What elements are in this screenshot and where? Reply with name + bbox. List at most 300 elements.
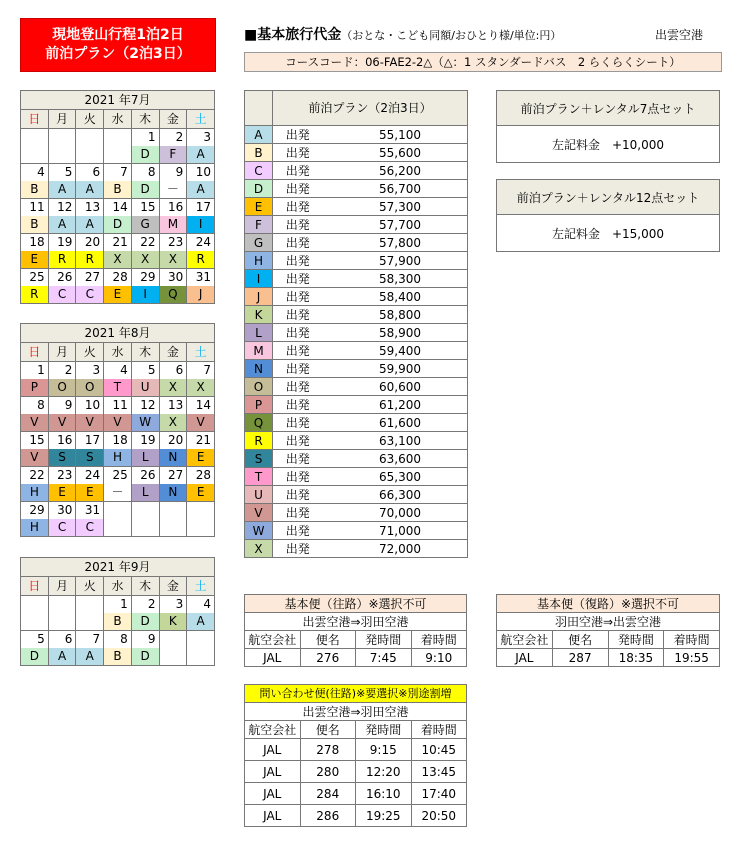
weekday-header: 金 xyxy=(159,343,187,362)
price-code-cell: A xyxy=(187,146,215,164)
price-row xyxy=(245,468,468,486)
flight-number: 280 xyxy=(300,761,356,783)
calendar-day: 9 xyxy=(48,397,76,415)
calendar-day: 13 xyxy=(159,397,187,415)
flight-column-header: 着時間 xyxy=(411,721,467,739)
flight-column-header: 発時間 xyxy=(356,721,412,739)
price-value: 57,900 xyxy=(323,252,468,270)
price-code-cell: A xyxy=(187,181,215,199)
depart-label: 出発 xyxy=(273,180,323,198)
price-value: 58,300 xyxy=(323,270,468,288)
inquiry-flight-table xyxy=(244,684,467,827)
calendar-day: 24 xyxy=(187,234,215,252)
price-code-cell: H xyxy=(104,449,132,467)
depart-label: 出発 xyxy=(273,126,323,144)
price-value: 57,300 xyxy=(323,198,468,216)
price-value: 58,900 xyxy=(323,324,468,342)
price-code-cell: Q xyxy=(159,286,187,304)
weekday-header: 水 xyxy=(104,110,132,129)
price-code-cell: X xyxy=(131,251,159,269)
price-code-cell: V xyxy=(104,414,132,432)
flight-column-header: 着時間 xyxy=(664,631,720,649)
flight-row xyxy=(245,783,467,805)
calendar-day: 17 xyxy=(76,432,104,450)
flight-row xyxy=(245,761,467,783)
calendar-day: 9 xyxy=(159,164,187,182)
price-code-cell: V xyxy=(21,449,49,467)
calendar-day: 6 xyxy=(159,362,187,380)
calendar-day xyxy=(48,129,76,147)
price-code-cell: B xyxy=(104,648,132,666)
flight-column-header: 発時間 xyxy=(608,631,664,649)
calendar-day: 15 xyxy=(21,432,49,450)
price-code: M xyxy=(245,342,273,360)
price-value: 55,100 xyxy=(323,126,468,144)
calendar-day: 4 xyxy=(21,164,49,182)
calendar-day: 6 xyxy=(76,164,104,182)
rental-set-12-value: 左記料金 +15,000 xyxy=(497,215,720,252)
flight-departure-time: 12:20 xyxy=(356,761,412,783)
calendar-day: 22 xyxy=(21,467,49,485)
price-code: N xyxy=(245,360,273,378)
price-code-cell: U xyxy=(131,379,159,397)
price-code-cell xyxy=(104,519,132,537)
price-code-cell: V xyxy=(21,414,49,432)
calendar-july xyxy=(20,90,215,304)
flight-route: 出雲空港⇒羽田空港 xyxy=(245,613,467,631)
calendar-day: 17 xyxy=(187,199,215,217)
price-code-cell: N xyxy=(159,449,187,467)
weekday-header: 日 xyxy=(21,110,49,129)
weekday-header: 土 xyxy=(187,110,215,129)
calendar-day: 16 xyxy=(159,199,187,217)
calendar-day: 14 xyxy=(187,397,215,415)
price-code-cell: O xyxy=(48,379,76,397)
calendar-day: 19 xyxy=(131,432,159,450)
flight-arrival-time: 20:50 xyxy=(411,805,467,827)
calendar-day: 24 xyxy=(76,467,104,485)
weekday-header: 日 xyxy=(21,577,49,596)
calendar-day: 29 xyxy=(21,502,49,520)
price-code-cell: X xyxy=(159,379,187,397)
price-code-cell: G xyxy=(131,216,159,234)
depart-label: 出発 xyxy=(273,234,323,252)
price-code-cell xyxy=(159,648,187,666)
price-code-cell: F xyxy=(159,146,187,164)
price-code: K xyxy=(245,306,273,324)
calendar-day xyxy=(104,502,132,520)
flight-number: 276 xyxy=(300,649,356,667)
price-code-cell: J xyxy=(187,286,215,304)
flight-column-header: 航空会社 xyxy=(245,721,301,739)
price-value: 56,200 xyxy=(323,162,468,180)
price-code-cell: E xyxy=(48,484,76,502)
price-code-cell: S xyxy=(76,449,104,467)
flight-airline: JAL xyxy=(497,649,553,667)
calendar-day xyxy=(21,129,49,147)
calendar-day: 14 xyxy=(104,199,132,217)
price-row xyxy=(245,234,468,252)
calendar-title: 2021 年9月 xyxy=(21,558,215,577)
price-code-cell xyxy=(131,519,159,537)
plan-title-box xyxy=(20,18,216,72)
calendar-day: 28 xyxy=(187,467,215,485)
depart-label: 出発 xyxy=(273,414,323,432)
course-code: コースコード：06-FAE2-2△（△：1 スタンダードバス 2 らくらくシート） xyxy=(244,52,722,72)
calendar-day: 23 xyxy=(48,467,76,485)
price-code-cell: X xyxy=(159,414,187,432)
flight-airline: JAL xyxy=(245,783,301,805)
flight-row xyxy=(497,649,720,667)
calendar-day: 3 xyxy=(76,362,104,380)
calendar-day: 12 xyxy=(48,199,76,217)
price-code-cell: R xyxy=(187,251,215,269)
price-value: 72,000 xyxy=(323,540,468,558)
flight-row xyxy=(245,739,467,761)
price-code: D xyxy=(245,180,273,198)
price-row xyxy=(245,216,468,234)
plan-title-line1: 現地登山行程1泊2日 xyxy=(52,27,184,43)
calendar-day: 27 xyxy=(159,467,187,485)
price-code-cell: A xyxy=(76,216,104,234)
calendar-day: 21 xyxy=(104,234,132,252)
weekday-header: 火 xyxy=(76,343,104,362)
weekday-header: 水 xyxy=(104,577,132,596)
price-code-cell: H xyxy=(21,519,49,537)
price-code-cell: V xyxy=(48,414,76,432)
weekday-header: 木 xyxy=(131,577,159,596)
price-row xyxy=(245,198,468,216)
weekday-header: 木 xyxy=(131,110,159,129)
price-code-cell xyxy=(159,519,187,537)
price-value: 57,800 xyxy=(323,234,468,252)
price-value: 61,200 xyxy=(323,396,468,414)
depart-label: 出発 xyxy=(273,288,323,306)
calendar-day: 7 xyxy=(104,164,132,182)
price-code-cell: A xyxy=(48,181,76,199)
price-code: O xyxy=(245,378,273,396)
price-code-cell: B xyxy=(104,181,132,199)
price-value: 61,600 xyxy=(323,414,468,432)
price-code-cell: B xyxy=(21,181,49,199)
flight-departure-time: 18:35 xyxy=(608,649,664,667)
flight-arrival-time: 19:55 xyxy=(664,649,720,667)
calendar-day: 8 xyxy=(131,164,159,182)
depart-label: 出発 xyxy=(273,252,323,270)
price-code-cell: L xyxy=(131,484,159,502)
price-value: 59,400 xyxy=(323,342,468,360)
calendar-day: 31 xyxy=(187,269,215,287)
price-value: 65,300 xyxy=(323,468,468,486)
calendar-day: 25 xyxy=(104,467,132,485)
calendar-september xyxy=(20,557,215,666)
calendar-day: 1 xyxy=(21,362,49,380)
price-code-cell: X xyxy=(159,251,187,269)
calendar-day: 3 xyxy=(159,596,187,614)
weekday-header: 土 xyxy=(187,577,215,596)
flight-route: 羽田空港⇒出雲空港 xyxy=(497,613,720,631)
depart-label: 出発 xyxy=(273,216,323,234)
flight-airline: JAL xyxy=(245,649,301,667)
price-code-cell: E xyxy=(187,449,215,467)
calendar-day: 20 xyxy=(159,432,187,450)
flight-airline: JAL xyxy=(245,761,301,783)
price-code-cell: M xyxy=(159,216,187,234)
price-code-cell xyxy=(21,146,49,164)
price-code-cell xyxy=(187,519,215,537)
flight-airline: JAL xyxy=(245,739,301,761)
calendar-day: 23 xyxy=(159,234,187,252)
weekday-header: 木 xyxy=(131,343,159,362)
price-code-cell: H xyxy=(21,484,49,502)
calendar-day: 29 xyxy=(131,269,159,287)
price-code: A xyxy=(245,126,273,144)
price-heading-main: ■基本旅行代金 xyxy=(244,27,342,43)
price-row xyxy=(245,486,468,504)
flight-number: 284 xyxy=(300,783,356,805)
weekday-header: 金 xyxy=(159,110,187,129)
calendar-day: 6 xyxy=(48,631,76,649)
calendar-day: 30 xyxy=(159,269,187,287)
calendar-day: 10 xyxy=(76,397,104,415)
depart-label: 出発 xyxy=(273,342,323,360)
calendar-day: 15 xyxy=(131,199,159,217)
price-table xyxy=(244,90,468,558)
price-code-cell: D xyxy=(104,216,132,234)
price-row xyxy=(245,450,468,468)
price-code-cell: B xyxy=(21,216,49,234)
price-row xyxy=(245,432,468,450)
price-code-cell: W xyxy=(131,414,159,432)
price-row xyxy=(245,324,468,342)
flight-departure-time: 7:45 xyxy=(356,649,412,667)
flight-column-header: 便名 xyxy=(300,721,356,739)
price-code: H xyxy=(245,252,273,270)
price-row xyxy=(245,522,468,540)
depart-label: 出発 xyxy=(273,270,323,288)
price-code: X xyxy=(245,540,273,558)
price-code-cell: D xyxy=(21,648,49,666)
price-code-cell: I xyxy=(131,286,159,304)
calendar-day: 8 xyxy=(104,631,132,649)
price-row xyxy=(245,360,468,378)
price-code: F xyxy=(245,216,273,234)
price-code-cell: R xyxy=(48,251,76,269)
calendar-day: 9 xyxy=(131,631,159,649)
calendar-day: 28 xyxy=(104,269,132,287)
price-value: 58,800 xyxy=(323,306,468,324)
price-code: C xyxy=(245,162,273,180)
price-value: 70,000 xyxy=(323,504,468,522)
calendar-day: 1 xyxy=(104,596,132,614)
price-row xyxy=(245,306,468,324)
calendar-day: 2 xyxy=(131,596,159,614)
calendar-day: 30 xyxy=(48,502,76,520)
calendar-title: 2021 年8月 xyxy=(21,324,215,343)
calendar-day: 4 xyxy=(187,596,215,614)
price-value: 71,000 xyxy=(323,522,468,540)
price-code: R xyxy=(245,432,273,450)
price-code-cell: A xyxy=(76,181,104,199)
weekday-header: 月 xyxy=(48,343,76,362)
depart-label: 出発 xyxy=(273,504,323,522)
calendar-day xyxy=(104,129,132,147)
rental-set-7-title: 前泊プラン＋レンタル7点セット xyxy=(497,91,720,126)
depart-label: 出発 xyxy=(273,450,323,468)
depart-label: 出発 xyxy=(273,306,323,324)
flight-airline: JAL xyxy=(245,805,301,827)
price-code-cell: D xyxy=(131,613,159,631)
flight-column-header: 便名 xyxy=(300,631,356,649)
calendar-day: 3 xyxy=(187,129,215,147)
depart-label: 出発 xyxy=(273,144,323,162)
calendar-day: 4 xyxy=(104,362,132,380)
calendar-august xyxy=(20,323,215,537)
price-code-cell: N xyxy=(159,484,187,502)
weekday-header: 月 xyxy=(48,110,76,129)
price-code-cell: D xyxy=(131,648,159,666)
flight-route: 出雲空港⇒羽田空港 xyxy=(245,703,467,721)
price-code: P xyxy=(245,396,273,414)
flight-table-title: 基本便（復路）※選択不可 xyxy=(497,595,720,613)
depart-label: 出発 xyxy=(273,432,323,450)
calendar-day: 7 xyxy=(187,362,215,380)
price-code-cell xyxy=(76,146,104,164)
departure-airport: 出雲空港 xyxy=(655,28,704,42)
price-code-cell xyxy=(48,146,76,164)
price-code-cell: C xyxy=(76,286,104,304)
weekday-header: 火 xyxy=(76,110,104,129)
flight-column-header: 着時間 xyxy=(411,631,467,649)
calendar-day: 27 xyxy=(76,269,104,287)
price-code-cell: I xyxy=(187,216,215,234)
price-value: 58,400 xyxy=(323,288,468,306)
calendar-day: 26 xyxy=(131,467,159,485)
price-header-blank xyxy=(245,91,273,126)
price-code-cell: A xyxy=(48,216,76,234)
calendar-day: 13 xyxy=(76,199,104,217)
return-flight-table xyxy=(496,594,720,667)
depart-label: 出発 xyxy=(273,486,323,504)
price-code-cell: K xyxy=(159,613,187,631)
calendar-day: 1 xyxy=(131,129,159,147)
plan-title-line2: 前泊プラン（2泊3日） xyxy=(45,46,191,62)
calendar-day: 16 xyxy=(48,432,76,450)
depart-label: 出発 xyxy=(273,360,323,378)
price-code-cell: R xyxy=(76,251,104,269)
flight-number: 287 xyxy=(552,649,608,667)
calendar-day: 8 xyxy=(21,397,49,415)
price-value: 57,700 xyxy=(323,216,468,234)
price-code-cell: C xyxy=(48,286,76,304)
price-row xyxy=(245,162,468,180)
price-code-cell: D xyxy=(131,146,159,164)
price-code: U xyxy=(245,486,273,504)
flight-column-header: 航空会社 xyxy=(245,631,301,649)
price-row xyxy=(245,378,468,396)
price-code-cell: E xyxy=(21,251,49,269)
price-code: Q xyxy=(245,414,273,432)
calendar-day: 22 xyxy=(131,234,159,252)
flight-arrival-time: 9:10 xyxy=(411,649,467,667)
rental-set-12-title: 前泊プラン＋レンタル12点セット xyxy=(497,180,720,215)
weekday-header: 水 xyxy=(104,343,132,362)
depart-label: 出発 xyxy=(273,378,323,396)
weekday-header: 金 xyxy=(159,577,187,596)
price-row xyxy=(245,252,468,270)
calendar-day: 5 xyxy=(21,631,49,649)
calendar-day: 5 xyxy=(131,362,159,380)
price-code-cell: C xyxy=(48,519,76,537)
price-code-cell: O xyxy=(76,379,104,397)
calendar-day: 12 xyxy=(131,397,159,415)
flight-row xyxy=(245,649,467,667)
flight-departure-time: 16:10 xyxy=(356,783,412,805)
calendar-day xyxy=(187,631,215,649)
price-code-cell: － xyxy=(159,181,187,199)
price-code: L xyxy=(245,324,273,342)
price-code-cell xyxy=(48,613,76,631)
price-row xyxy=(245,288,468,306)
flight-arrival-time: 17:40 xyxy=(411,783,467,805)
calendar-day: 10 xyxy=(187,164,215,182)
depart-label: 出発 xyxy=(273,540,323,558)
calendar-day xyxy=(76,596,104,614)
price-code-cell: L xyxy=(131,449,159,467)
calendar-day: 7 xyxy=(76,631,104,649)
price-code: T xyxy=(245,468,273,486)
flight-column-header: 航空会社 xyxy=(497,631,553,649)
price-code-cell: C xyxy=(76,519,104,537)
price-code-cell xyxy=(187,648,215,666)
weekday-header: 火 xyxy=(76,577,104,596)
calendar-day: 19 xyxy=(48,234,76,252)
price-row xyxy=(245,414,468,432)
price-code: S xyxy=(245,450,273,468)
price-code-cell: E xyxy=(187,484,215,502)
calendar-day: 21 xyxy=(187,432,215,450)
flight-departure-time: 19:25 xyxy=(356,805,412,827)
calendar-day: 2 xyxy=(48,362,76,380)
price-code-cell: T xyxy=(104,379,132,397)
weekday-header: 月 xyxy=(48,577,76,596)
flight-row xyxy=(245,805,467,827)
price-value: 66,300 xyxy=(323,486,468,504)
calendar-day: 11 xyxy=(21,199,49,217)
price-code-cell: V xyxy=(76,414,104,432)
calendar-day xyxy=(21,596,49,614)
price-code-cell: P xyxy=(21,379,49,397)
price-value: 59,900 xyxy=(323,360,468,378)
calendar-day: 11 xyxy=(104,397,132,415)
depart-label: 出発 xyxy=(273,198,323,216)
price-row xyxy=(245,504,468,522)
rental-set-7-value: 左記料金 +10,000 xyxy=(497,126,720,163)
calendar-day xyxy=(48,596,76,614)
price-row xyxy=(245,144,468,162)
price-value: 55,600 xyxy=(323,144,468,162)
price-table-header: 前泊プラン（2泊3日） xyxy=(273,91,468,126)
price-code-cell: E xyxy=(104,286,132,304)
calendar-day: 5 xyxy=(48,164,76,182)
depart-label: 出発 xyxy=(273,324,323,342)
price-code-cell: B xyxy=(104,613,132,631)
calendar-day: 31 xyxy=(76,502,104,520)
price-code-cell: A xyxy=(187,613,215,631)
price-row xyxy=(245,180,468,198)
price-code-cell: D xyxy=(131,181,159,199)
outbound-flight-table xyxy=(244,594,467,667)
